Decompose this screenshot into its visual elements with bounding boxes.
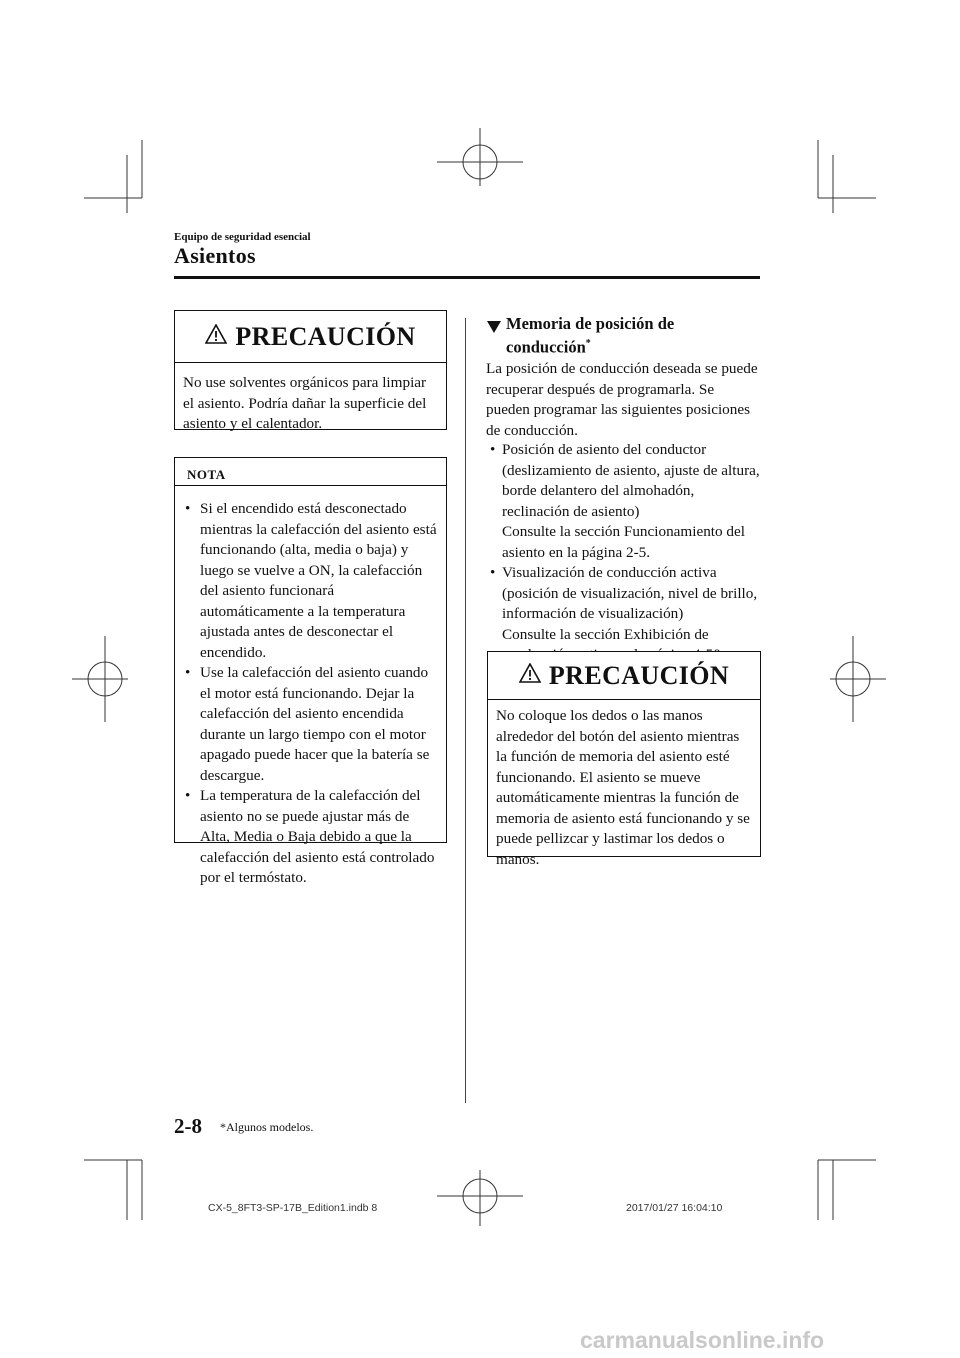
caution-text: No use solventes orgánicos para limpiar el asiento. Podría dañar la superficie del asiento y el calentador. [183,374,427,432]
print-timestamp: 2017/01/27 16:04:10 [626,1202,723,1214]
list-item: • Posición de asiento del conductor (deslizamiento de asiento, ajuste de altura, borde delantero del almohadón, reclinación de asiento) Consulte la sección Funcionamiento del asiento en la página 2-5. [490,441,760,561]
watermark: carmanualsonline.info [580,1327,825,1353]
list-item: • Si el encendido está desconectado mientras la calefacción del asiento está funcionando (alta, media o baja) y luego se vuelve a ON, la calefacción del asiento funcionará automáticamente a la temperatura ajustada antes de desconectar el encendido. [185,500,437,661]
footnote: *Algunos modelos. [220,1120,314,1134]
list-item: • La temperatura de la calefacción del asiento no se puede ajustar más de Alta, Media o Baja debido a que la calefacción del asiento está controlado por el termóstato. [185,787,435,886]
caution-box-left [174,310,447,430]
section-label: Equipo de seguridad esencial [174,231,311,243]
position-list [488,440,763,666]
note-title: NOTA [175,458,446,486]
page-title: Asientos [174,243,256,268]
warning-triangle-icon [519,663,541,688]
caution-box-right [487,651,761,868]
caution-header [488,652,760,700]
column-divider [465,318,466,1103]
header-rule [174,276,760,279]
caution-header [175,311,446,363]
caution-title: PRECAUCIÓN [235,321,416,351]
caution-text: No coloque los dedos o las manos alrededor del botón del asiento mientras la función de memoria del asiento esté funcionando. El asiento se mueve automáticamente mientras la función de memoria de asiento está funcionando y se puede pellizcar y lastimar los dedos o manos. [496,707,750,868]
list-item: • Visualización de conducción activa (posición de visualización, nivel de brillo, información de visualización) Consulte la sección Exhibición de [490,564,758,643]
down-triangle-icon [487,318,501,338]
asterisk-mark: * [585,338,591,349]
list-item: • Use la calefacción del asiento cuando el motor está funcionando. Dejar la calefacción del asiento encendida durante un largo tiempo con el motor apagado puede hacer que la batería se descargue. [185,664,430,784]
print-file-name: CX-5_8FT3-SP-17B_Edition1.indb 8 [208,1202,378,1214]
section-heading: Memoria de posición de conducción* [487,314,747,358]
note-list [175,486,446,889]
intro-paragraph: La posición de conducción deseada se puede recuperar después de programarla. Se pueden programar las siguientes posiciones de conducción. [486,360,758,439]
note-box [174,457,447,886]
caution-title: PRECAUCIÓN [548,660,730,690]
warning-triangle-icon [205,324,227,349]
page-number: 2-8 [174,1114,202,1138]
